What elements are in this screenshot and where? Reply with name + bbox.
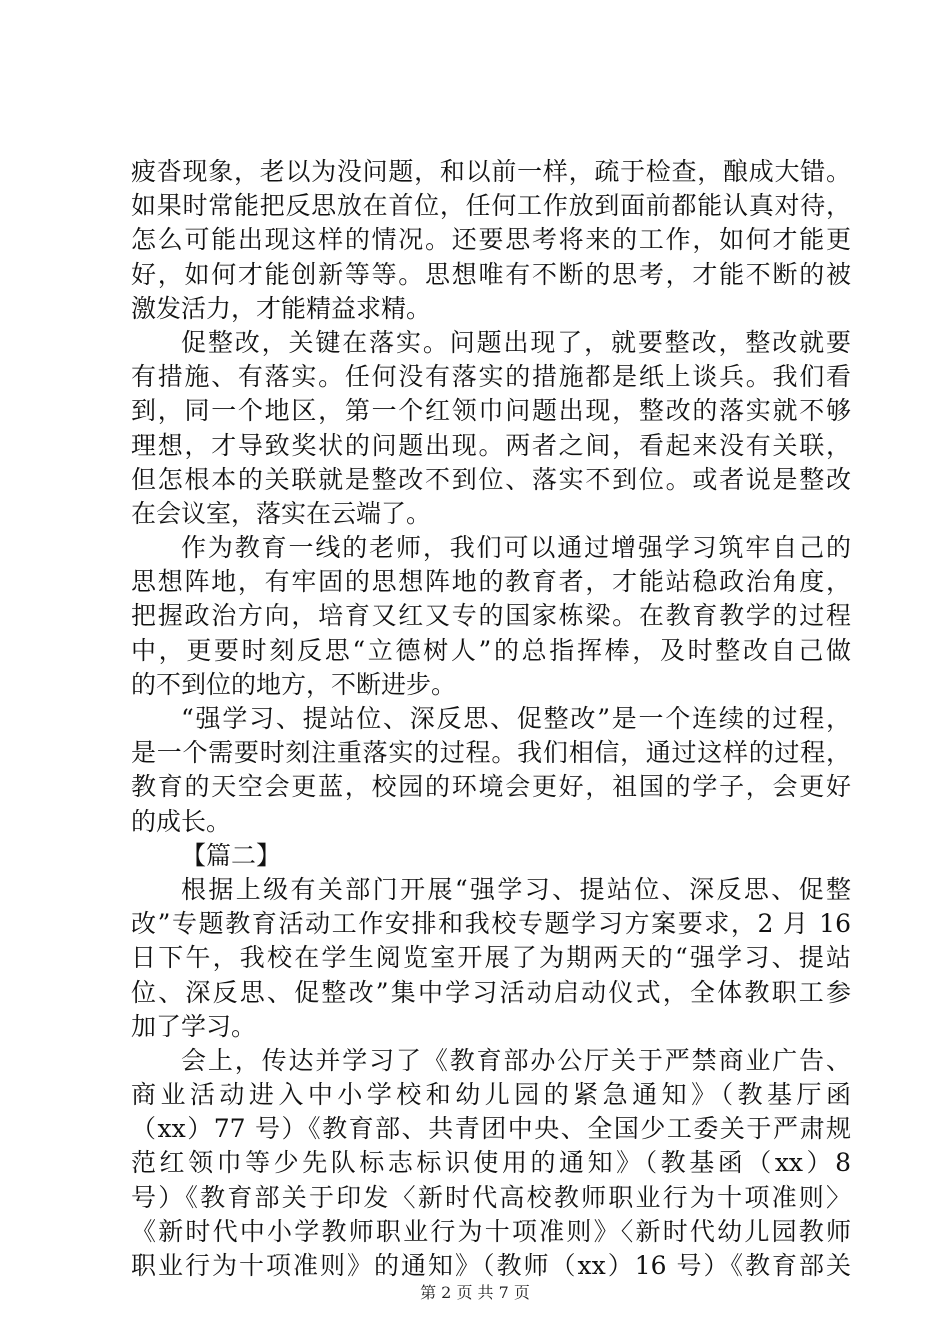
text-line: 如果时常能把反思放在首位，任何工作放到面前都能认真对待，: [131, 191, 851, 221]
text-line: 的成长。: [131, 806, 232, 836]
text-line: 把握政治方向，培育又红又专的国家栋梁。在教育教学的过程: [131, 601, 851, 631]
text-line: 理想，才导致奖状的问题出现。两者之间，看起来没有关联，: [131, 430, 851, 460]
page-number-footer: 第 2 页 共 7 页: [420, 1283, 530, 1302]
text-line: 激发活力，才能精益求精。: [131, 293, 432, 323]
text-line: 职业行为十项准则》的通知》（教师（xx）16 号）《教育部关: [131, 1251, 851, 1280]
text-line: 作为教育一线的老师，我们可以通过增强学习筑牢自己的: [181, 533, 851, 563]
document-body: [131, 155, 851, 1283]
text-line: 教育的天空会更蓝，校园的环境会更好，祖国的学子，会更好: [131, 772, 851, 802]
text-line: 在会议室，落实在云端了。: [131, 498, 432, 528]
text-line: 但怎根本的关联就是整改不到位、落实不到位。或者说是整改: [131, 464, 851, 494]
text-line: 号）《教育部关于印发〈新时代高校教师职业行为十项准则〉: [131, 1182, 851, 1212]
text-line: 促整改，关键在落实。问题出现了，就要整改，整改就要: [181, 327, 851, 357]
text-line: 是一个需要时刻注重落实的过程。我们相信，通过这样的过程，: [131, 738, 851, 768]
text-line: 日下午，我校在学生阅览室开展了为期两天的“强学习、提站: [131, 943, 851, 973]
text-line: 范红领巾等少先队标志标识使用的通知》（教基函（xx）8: [131, 1148, 851, 1178]
text-line: 根据上级有关部门开展“强学习、提站位、深反思、促整: [181, 874, 851, 904]
text-line: 疲沓现象，老以为没问题，和以前一样，疏于检查，酿成大错。: [131, 157, 851, 186]
text-line: 怎么可能出现这样的情况。还要思考将来的工作，如何才能更: [131, 225, 851, 255]
text-line: 中，更要时刻反思“立德树人”的总指挥棒，及时整改自己做: [131, 635, 851, 665]
text-line: （xx）77 号）《教育部、共青团中央、全国少工委关于严肃规: [131, 1114, 851, 1144]
text-line: “强学习、提站位、深反思、促整改”是一个连续的过程，: [181, 704, 851, 733]
text-line: 改”专题教育活动工作安排和我校专题学习方案要求，2 月 16: [131, 909, 851, 939]
text-line: 会上，传达并学习了《教育部办公厅关于严禁商业广告、: [181, 1045, 851, 1075]
text-line: 商业活动进入中小学校和幼儿园的紧急通知》（教基厅函: [131, 1080, 851, 1110]
text-line: 加了学习。: [131, 1011, 257, 1041]
text-line: 到，同一个地区，第一个红领巾问题出现，整改的落实就不够: [131, 396, 851, 426]
text-line: 【篇二】: [181, 840, 282, 870]
text-line: 位、深反思、促整改”集中学习活动启动仪式，全体教职工参: [131, 977, 851, 1007]
text-line: 思想阵地，有牢固的思想阵地的教育者，才能站稳政治角度，: [131, 567, 851, 597]
text-line: 有措施、有落实。任何没有落实的措施都是纸上谈兵。我们看: [131, 362, 851, 392]
text-line: 《新时代中小学教师职业行为十项准则》〈新时代幼儿园教师: [131, 1216, 851, 1246]
text-line: 好，如何才能创新等等。思想唯有不断的思考，才能不断的被: [131, 259, 851, 289]
text-line: 的不到位的地方，不断进步。: [131, 669, 457, 699]
